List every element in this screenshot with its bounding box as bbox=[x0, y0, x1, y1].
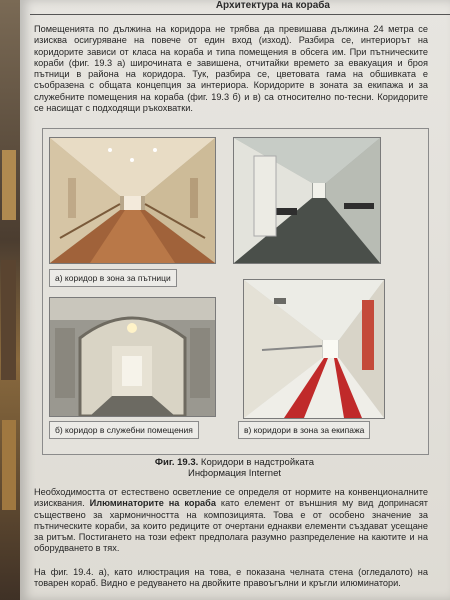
book-spine bbox=[2, 420, 16, 510]
caption-c: в) коридори в зона за екипажа bbox=[238, 421, 370, 439]
paragraph-lighting-part2: като елемент от външния му вид допринасят съществено за хармоничността на композицията. Това е от особено значение за пътническите кораби, за които редиците от очертани еднакви елементи създават усещане за ритъм. Постигането на този ефект предполага разумно разпределение на каютите и на оборудването в тях. bbox=[34, 498, 428, 554]
background-bookshelf bbox=[0, 0, 20, 600]
photo-crew-corridor-red bbox=[243, 279, 385, 419]
photo-service-corridor bbox=[49, 297, 216, 417]
paragraph-lighting-emphasis: Илюминаторите на кораба bbox=[89, 498, 216, 509]
book-spine bbox=[1, 260, 16, 380]
figure-title: Коридори в надстройката bbox=[200, 457, 315, 468]
running-head: Архитектура на кораба bbox=[215, 0, 330, 11]
paragraph-lighting-part1: Необходимостта от естествено осветление се определя от нормите на конвенционалните изисквания. bbox=[34, 487, 428, 509]
header-rule bbox=[30, 14, 450, 15]
photo-crew-corridor-upper bbox=[233, 137, 381, 264]
book-spine bbox=[2, 150, 16, 220]
caption-a: а) коридор в зона за пътници bbox=[49, 269, 177, 287]
paragraph-lighting bbox=[34, 487, 428, 555]
figure-19-3 bbox=[42, 128, 429, 455]
figure-caption bbox=[42, 457, 427, 479]
book-page bbox=[20, 0, 450, 600]
figure-source: Информация Internet bbox=[187, 468, 282, 479]
photo-passenger-corridor bbox=[49, 137, 216, 264]
paragraph-figure-19-4: На фиг. 19.4. а), като илюстрация на това, е показана челната стена (огледалото) на товарен кораб. Видно е редуването на двойките правоъгълни и кръгли илюминатори. bbox=[34, 567, 428, 589]
paragraph-corridors: Помещенията по дължина на коридора не трябва да превишава дължина 24 метра се изисква осигуряване на повече от един вход (изход). Разбира се, интериорът на коридорите зависи от класа на кораба и типа помещения в обсега им. При пътническите кораби (фиг. 19.3 а) широчината е завишена, отчитайки времето за евакуация и броя пътници в района на коридора. Тук, разбира се, цветовата гама на обшивката е съобразена с общата концепция за интериора. Коридорите в зоната за екипажа и за служебните помещения на кораба (фиг. 19.3 б) и в) са относително по-тесни. Коридорите се насищат с подходящи ръкохватки. bbox=[34, 24, 428, 114]
caption-b: б) коридор в служебни помещения bbox=[49, 421, 199, 439]
figure-number: Фиг. 19.3. bbox=[154, 457, 199, 468]
